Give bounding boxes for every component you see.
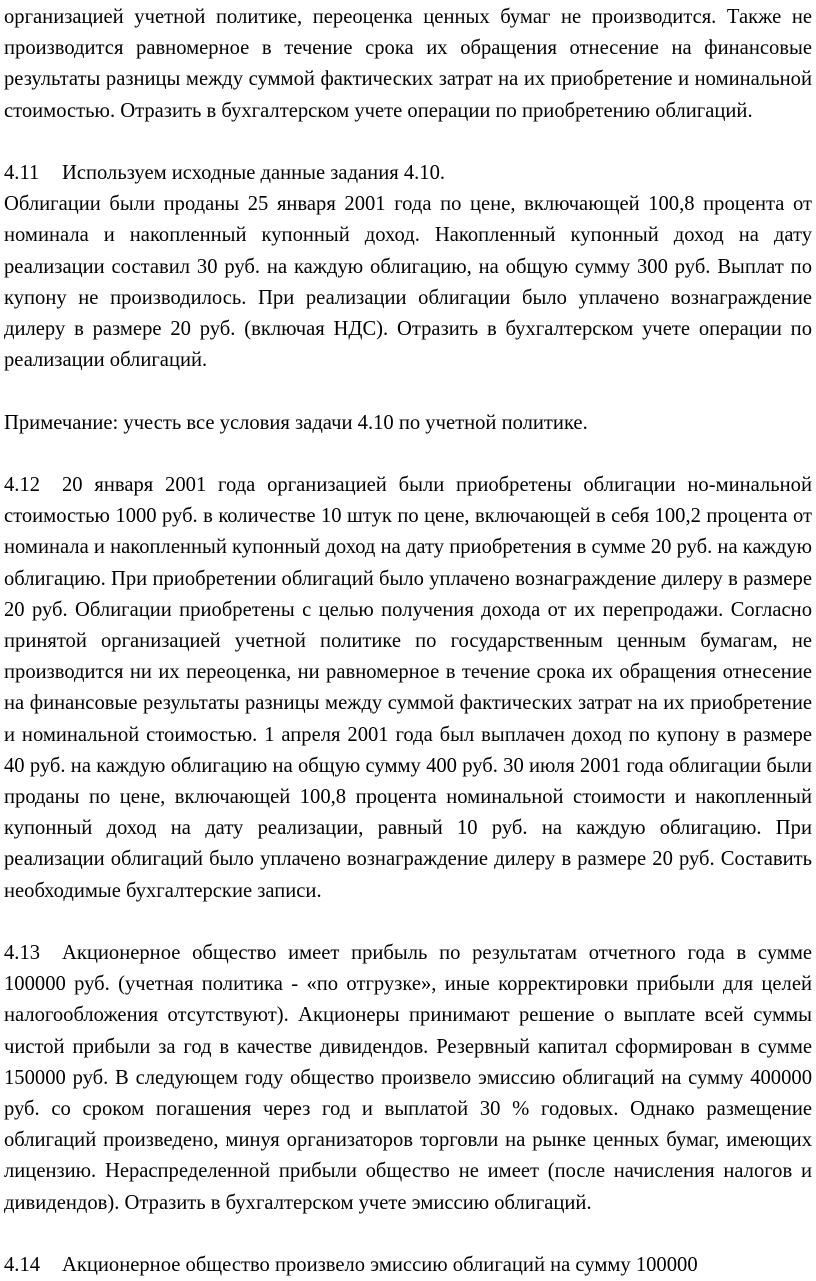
task-4-14-paragraph: [4, 1250, 812, 1281]
task-4-11-number: 4.11: [4, 162, 40, 184]
paragraph-gap: [4, 376, 812, 407]
task-4-13-number: 4.13: [4, 942, 41, 965]
task-4-11-heading-text: Используем исходные данные задания 4.10.: [62, 162, 446, 184]
task-4-12-body: 20 января 2001 года организацией были приобретены облигации но-минальной стоимостью 1000 руб. в количестве 10 штук по цене, включающей в себя 100,2 процента от номинала и накопленный купонный доход на дату приобретения в сумме 20 руб. на каждую облигацию. При приобретении облигаций было уплачено вознаграждение дилеру в размере 20 руб. Облигации приобретены с целью получения дохода от их перепродажи. Согласно принятой организацией учетной политике по государственным ценным бумагам, не производится ни их переоценка, ни равномерное в течение срока их обращения отнесение на финансовые результаты разницы между суммой фактических затрат на их приобретение и номинальной стоимостью. 1 апреля 2001 года был выплачен доход по купону в размере 40 руб. на каждую облигацию на общую сумму 400 руб. 30 июля 2001 года облигации были проданы по цене, включающей 100,8 процента номинальной стоимости и накопленный купонный доход на дату реализации, равный 10 руб. на каждую облигацию. При реализации облигаций было уплачено вознаграждение дилеру в размере 20 руб. Составить необходимые бухгалтерские записи.: [4, 474, 812, 902]
document-page: [4, 2, 812, 1281]
task-4-11-body: Облигации были проданы 25 января 2001 года по цене, включающей 100,8 процента от номинала и накопленный купонный доход. Накопленный купонный доход на дату реализации составил 30 руб. на каждую облигацию, на общую сумму 300 руб. Выплат по купону не производилось. При реализации облигации было уплачено вознаграждение дилеру в размере 20 руб. (включая НДС). Отразить в бухгалтерском учете операции по реализации облигаций.: [4, 193, 812, 372]
task-4-13-paragraph: [4, 938, 812, 1219]
paragraph-gap: [4, 127, 812, 158]
note-paragraph: Примечание: учесть все условия задачи 4.10 по учетной политике.: [4, 411, 588, 434]
task-4-12-number: 4.12: [4, 474, 41, 496]
paragraph-gap: [4, 1219, 812, 1250]
paragraph-gap: [4, 439, 812, 470]
task-4-14-number: 4.14: [4, 1254, 41, 1277]
task-4-14-body: Акционерное общество произвело эмиссию облигаций на сумму 100000: [62, 1254, 698, 1277]
paragraph-gap: [4, 907, 812, 938]
paragraph-intro: организацией учетной политике, переоценка ценных бумаг не производится. Также не производится равномерное в течение срока их обращения отнесение на финансовые результаты разницы между суммой фактических затрат на их приобретение и номинальной стоимостью. Отразить в бухгалтерском учете операции по приобретению облигаций.: [4, 6, 812, 122]
task-4-11-heading: [4, 158, 812, 189]
task-4-13-body: Акционерное общество имеет прибыль по результатам отчетного года в сумме 100000 руб. (учетная политика - «по отгрузке», иные корректировки прибыли для целей налогообложения отсутствуют). Акционеры принимают решение о выплате всей суммы чистой прибыли за год в качестве дивидендов. Резервный капитал сформирован в сумме 150000 руб. В следующем году общество произвело эмиссию облигаций на сумму 400000 руб. со сроком погашения через год и выплатой 30 % годовых. Однако размещение облигаций произведено, минуя организаторов торговли на рынке ценных бумаг, имеющих лицензию. Нераспределенной прибыли общество не имеет (после начисления налогов и дивидендов). Отразить в бухгалтерском учете эмиссию облигаций.: [4, 942, 812, 1214]
task-4-12-paragraph: [4, 470, 812, 907]
